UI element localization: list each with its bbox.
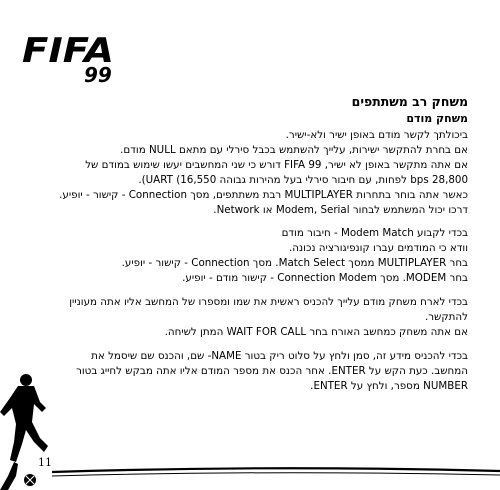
paragraph: בחר MULTIPLAYER ממסך Match Select. מסך Connection - קישור - יופיע. [121,257,468,270]
footer-rule [52,463,500,483]
paragraph: וודא כי המודמים עברו קונפיגורציה נכונה. [289,242,468,255]
fifa-99-logo [18,30,138,90]
paragraph: אם אתה מתקשר באופן לא ישיר, FIFA 99 דורש כי שני המחשבים יעשו שימוש במודם של 28,800 bps לפחות, עם חיבור סירלי בעל מהירות גבוהה 16,550) UART). [85,158,468,186]
paragraph: אם בחרת להתקשר ישירות, עלייך להשתמש בכבל סירלי עם מתאם NULL מודם. [120,143,468,156]
paragraph: בכדי לארח משחק מודם עלייך להכניס ראשית את שמו ומספרו של המחשב אליו אתה מעוניין להתקשר. [69,296,468,323]
logo-99-text: 99 [84,63,112,87]
logo-fifa-text: FIFA [22,31,114,71]
page-number: 11 [38,456,52,469]
paragraph: בחר MODEM. מסך Connection Modem - קישור מודם - יופיע. [182,272,468,285]
paragraph: בכדי להכניס מידע זה, סמן ולחץ על סלוט ריק בטור NAME- שם, והכנס שם שיסמל את המחשב. כעת הקש על ENTER. אחר הכנס את מספר המודם אליו אתה מבקש לחייג בטור NUMBER מספר, ולחץ על ENTER. [76,349,468,392]
paragraph: כאשר אתה בוחר בתחרות MULTIPLAYER רבת משתתפים, מסך Connection - קישור - יופיע. דרכו יכול המשתמש לבחור Modem, Serial או Network. [59,188,468,216]
soccer-player-silhouette [0,372,58,490]
section-subtitle: משחק מודם [406,112,468,125]
paragraph: בכדי לקבוע Modem Match - חיבור מודם [281,227,468,240]
paragraph: אם אתה משחק כמחשב האורח בחר WAIT FOR CALL המתן לשיחה. [164,325,468,338]
paragraph: ביכולתך לקשר מודם באופן ישיר ולא-ישיר. [285,129,468,141]
document-body [58,94,468,394]
section-title: משחק רב משתתפים [351,94,468,109]
